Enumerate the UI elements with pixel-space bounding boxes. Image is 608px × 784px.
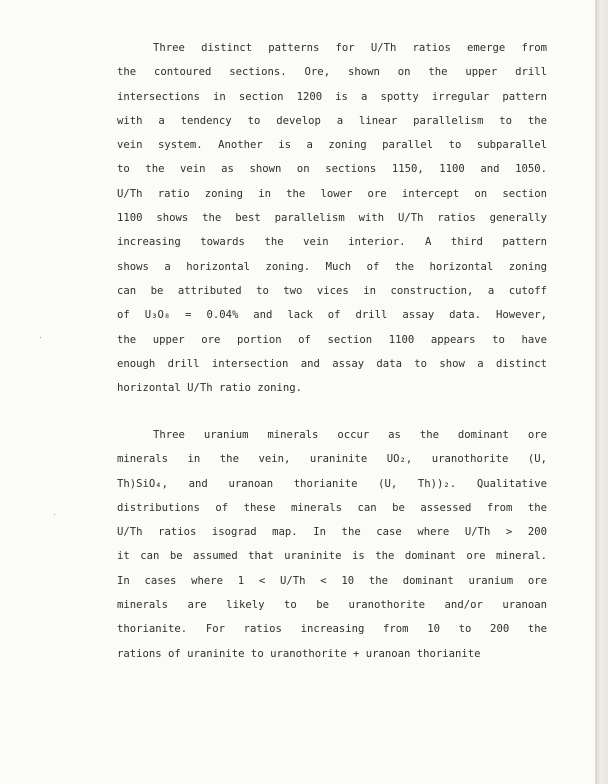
text-line: of U₃O₈ = 0.04% and lack of drill assay data. However, [117, 309, 547, 322]
text-line: minerals are likely to be uranothorite and/or uranoan [117, 599, 547, 612]
text-line: U/Th ratios isograd map. In the case where U/Th > 200 [117, 526, 547, 539]
text-line: Three distinct patterns for U/Th ratios emerge from [153, 42, 547, 54]
text-line: rations of uraninite to uranothorite + uranoan thorianite [117, 647, 481, 660]
text-line: shows a horizontal zoning. Much of the horizontal zoning [117, 260, 547, 273]
text-line: Three uranium minerals occur as the dominant ore [153, 429, 547, 441]
scan-speck [40, 337, 41, 338]
text-line: horizontal U/Th ratio zoning. [117, 382, 302, 395]
text-line: minerals in the vein, uraninite UO₂, uranothorite (U, [117, 453, 547, 466]
text-line: intersections in section 1200 is a spotty irregular pattern [117, 90, 547, 103]
scan-speck [54, 514, 55, 515]
text-line: 1100 shows the best parallelism with U/Th ratios generally [117, 212, 547, 225]
text-line: increasing towards the vein interior. A third pattern [117, 236, 547, 249]
page-edge-shadow [596, 0, 608, 784]
text-line: In cases where 1 < U/Th < 10 the dominant uranium ore [117, 574, 547, 587]
text-line: Th)SiO₄, and uranoan thorianite (U, Th))₂. Qualitative [117, 477, 547, 490]
text-line: vein system. Another is a zoning parallel to subparallel [117, 139, 547, 152]
text-line: the contoured sections. Ore, shown on the upper drill [117, 66, 547, 79]
text-line: thorianite. For ratios increasing from 10 to 200 the [117, 623, 547, 636]
text-line: with a tendency to develop a linear parallelism to the [117, 114, 547, 127]
text-line: can be attributed to two vices in construction, a cutoff [117, 284, 547, 297]
text-line: it can be assumed that uraninite is the dominant ore mineral. [117, 550, 547, 563]
text-line: the upper ore portion of section 1100 appears to have [117, 333, 547, 346]
text-line: enough drill intersection and assay data to show a distinct [117, 357, 547, 370]
text-line: U/Th ratio zoning in the lower ore intercept on section [117, 187, 547, 200]
paragraph-uth-patterns [117, 36, 547, 400]
paragraph-uranium-minerals [117, 423, 547, 666]
text-line: distributions of these minerals can be assessed from the [117, 501, 547, 514]
text-line: to the vein as shown on sections 1150, 1100 and 1050. [117, 163, 547, 176]
